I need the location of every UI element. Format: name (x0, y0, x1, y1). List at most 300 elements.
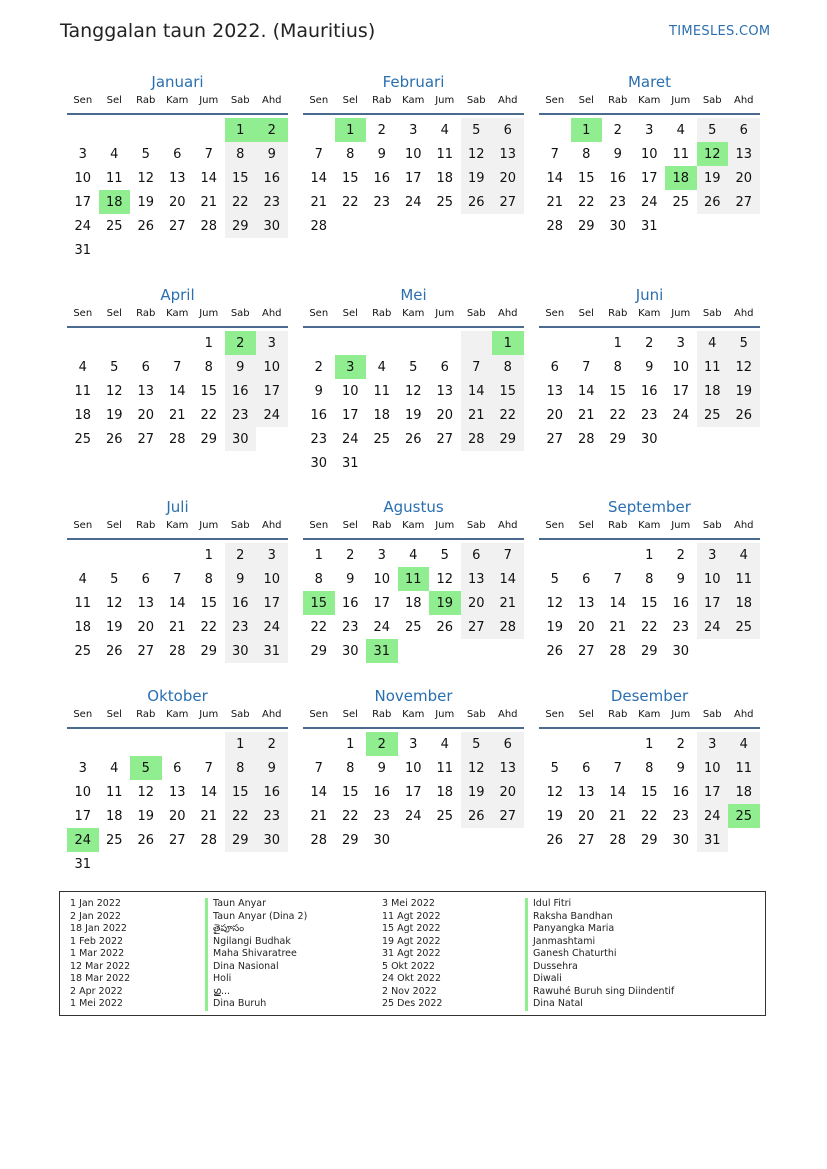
day-cell: 6 (141, 359, 150, 375)
weekday-label: Rab (136, 709, 156, 720)
legend-holiday-name: తైపూసం (205, 923, 307, 936)
day-cell: 13 (577, 784, 595, 800)
day-cell: 22 (310, 619, 328, 635)
day-cell: 16 (256, 166, 288, 190)
weekday-label: Sel (578, 520, 594, 531)
day-cell: 12 (105, 383, 123, 399)
empty-cell (539, 331, 571, 355)
day-cell: 19 (728, 379, 760, 403)
day-cell: 28 (461, 427, 493, 451)
weekday-header (539, 94, 760, 115)
legend-holiday-name: Dussehra (525, 961, 674, 974)
day-cell: 8 (645, 760, 654, 776)
day-cell: 3 (697, 732, 729, 756)
day-cell: 29 (640, 643, 658, 659)
day-cell: 17 (697, 780, 729, 804)
day-cell: 9 (256, 142, 288, 166)
weekday-label: Sel (578, 709, 594, 720)
day-cell: 22 (609, 407, 627, 423)
holiday-day: 11 (398, 567, 430, 591)
day-cell: 5 (141, 146, 150, 162)
weekday-label: Sen (309, 520, 329, 531)
weekday-label: Rab (136, 308, 156, 319)
day-cell: 12 (546, 595, 564, 611)
day-cell: 26 (105, 643, 123, 659)
day-cell: 9 (377, 760, 386, 776)
day-cell: 14 (310, 170, 328, 186)
day-cell: 20 (492, 166, 524, 190)
day-cell: 19 (461, 780, 493, 804)
legend-date: 25 Des 2022 (382, 998, 443, 1009)
empty-cell (67, 118, 99, 142)
weekday-header (67, 519, 288, 540)
day-cell: 20 (577, 619, 595, 635)
day-cell: 25 (74, 643, 92, 659)
day-cell: 29 (225, 828, 257, 852)
empty-cell (571, 732, 603, 756)
day-cell: 21 (492, 591, 524, 615)
empty-cell (162, 118, 194, 142)
day-cell: 10 (74, 170, 92, 186)
holiday-day: 18 (665, 166, 697, 190)
weekday-label: Sen (309, 95, 329, 106)
month-april (67, 285, 288, 451)
day-cell: 6 (728, 118, 760, 142)
day-cell: 29 (310, 643, 328, 659)
day-cell: 11 (105, 784, 123, 800)
day-cell: 2 (676, 736, 685, 752)
weekday-label: Jum (435, 308, 455, 319)
day-cell: 15 (225, 166, 257, 190)
weekday-label: Ahd (261, 95, 282, 106)
day-cell: 17 (404, 170, 422, 186)
day-cell: 12 (404, 383, 422, 399)
weekday-header (303, 708, 524, 729)
weekday-label: Sen (309, 308, 329, 319)
weekday-label: Sen (73, 709, 93, 720)
day-cell: 10 (672, 359, 690, 375)
day-cell: 7 (461, 355, 493, 379)
weekday-label: Rab (372, 709, 392, 720)
day-cell: 9 (346, 571, 355, 587)
holiday-day: 3 (335, 355, 367, 379)
day-cell: 3 (697, 543, 729, 567)
day-cell: 28 (609, 643, 627, 659)
legend-holiday-name: ഗു... (205, 986, 307, 999)
day-cell: 28 (609, 832, 627, 848)
day-cell: 25 (436, 808, 454, 824)
day-cell: 3 (78, 760, 87, 776)
day-cell: 12 (137, 170, 155, 186)
legend-date: 18 Mar 2022 (70, 973, 131, 984)
weekday-label: Ahd (497, 95, 518, 106)
month-name: Oktober (147, 687, 208, 705)
day-cell: 28 (492, 615, 524, 639)
day-cell: 20 (137, 619, 155, 635)
legend-date: 3 Mei 2022 (382, 898, 435, 909)
month-name: September (608, 498, 691, 516)
legend-date: 1 Mei 2022 (70, 998, 123, 1009)
day-cell: 22 (640, 808, 658, 824)
day-cell: 10 (256, 355, 288, 379)
weekday-label: Rab (136, 520, 156, 531)
weekday-label: Rab (608, 308, 628, 319)
empty-cell (99, 118, 131, 142)
day-cell: 1 (645, 736, 654, 752)
empty-cell (130, 331, 162, 355)
day-cell: 6 (440, 359, 449, 375)
weekday-label: Jum (435, 520, 455, 531)
day-cell: 9 (225, 355, 257, 379)
weekday-header (303, 307, 524, 328)
day-cell: 1 (645, 547, 654, 563)
holiday-day: 1 (225, 118, 257, 142)
day-cell: 26 (461, 190, 493, 214)
day-cell: 27 (577, 832, 595, 848)
day-cell: 29 (200, 643, 218, 659)
weekday-label: Sab (466, 709, 486, 720)
weekday-label: Rab (608, 95, 628, 106)
day-cell: 23 (373, 808, 391, 824)
day-cell: 20 (168, 808, 186, 824)
weekday-label: Jum (199, 520, 219, 531)
day-cell: 20 (137, 407, 155, 423)
month-name: Juni (635, 286, 664, 304)
day-grid (303, 331, 524, 475)
legend-holiday-name: Dina Buruh (205, 998, 307, 1011)
day-cell: 14 (492, 567, 524, 591)
day-cell: 15 (609, 383, 627, 399)
empty-cell (99, 543, 131, 567)
day-cell: 8 (204, 359, 213, 375)
weekday-label: Sen (545, 520, 565, 531)
empty-cell (303, 118, 335, 142)
weekday-label: Sen (545, 709, 565, 720)
empty-cell (130, 118, 162, 142)
empty-cell (366, 331, 398, 355)
day-cell: 5 (550, 571, 559, 587)
day-cell: 15 (200, 383, 218, 399)
day-cell: 9 (377, 146, 386, 162)
day-cell: 19 (697, 166, 729, 190)
weekday-label: Jum (435, 709, 455, 720)
day-cell: 19 (105, 407, 123, 423)
empty-cell (539, 543, 571, 567)
day-cell: 8 (645, 571, 654, 587)
month-mei (303, 285, 524, 475)
day-cell: 3 (78, 146, 87, 162)
day-cell: 16 (225, 379, 257, 403)
day-cell: 27 (492, 804, 524, 828)
day-cell: 16 (256, 780, 288, 804)
empty-cell (461, 331, 493, 355)
day-cell: 12 (546, 784, 564, 800)
day-cell: 10 (404, 146, 422, 162)
legend-date: 15 Agt 2022 (382, 923, 441, 934)
day-cell: 20 (461, 591, 493, 615)
weekday-label: Rab (136, 95, 156, 106)
legend-holiday-name: Ganesh Chaturthi (525, 948, 674, 961)
empty-cell (99, 732, 131, 756)
weekday-label: Sab (466, 95, 486, 106)
legend-holiday-name: Rawuhé Buruh sing Diindentif (525, 986, 674, 999)
day-cell: 22 (492, 403, 524, 427)
day-grid (303, 732, 524, 852)
holiday-day: 1 (571, 118, 603, 142)
day-cell: 5 (697, 118, 729, 142)
day-cell: 30 (672, 643, 690, 659)
day-cell: 7 (314, 760, 323, 776)
month-name: Maret (627, 73, 672, 91)
day-cell: 7 (204, 146, 213, 162)
day-cell: 11 (74, 383, 92, 399)
empty-cell (398, 331, 430, 355)
day-cell: 22 (225, 804, 257, 828)
weekday-label: Sab (466, 308, 486, 319)
day-cell: 18 (728, 780, 760, 804)
weekday-label: Jum (671, 308, 691, 319)
weekday-label: Kam (166, 709, 189, 720)
empty-cell (429, 331, 461, 355)
day-cell: 25 (74, 431, 92, 447)
legend-dates-col-2 (382, 898, 442, 1011)
month-name: Desember (610, 687, 689, 705)
day-cell: 13 (492, 756, 524, 780)
weekday-label: Jum (671, 520, 691, 531)
page-title: Tanggalan taun 2022. (Mauritius) (60, 20, 376, 42)
day-cell: 27 (492, 190, 524, 214)
day-cell: 4 (728, 543, 760, 567)
day-grid (67, 732, 288, 876)
holiday-day: 24 (67, 828, 99, 852)
holiday-day: 1 (492, 331, 524, 355)
weekday-label: Jum (435, 95, 455, 106)
day-cell: 12 (436, 571, 454, 587)
day-cell: 23 (225, 615, 257, 639)
weekday-label: Sab (702, 709, 722, 720)
brand-link[interactable]: TIMESLES.COM (669, 24, 771, 39)
day-cell: 26 (137, 218, 155, 234)
weekday-header (539, 519, 760, 540)
empty-cell (193, 732, 225, 756)
day-cell: 21 (577, 407, 595, 423)
day-cell: 28 (310, 218, 328, 234)
day-cell: 2 (613, 122, 622, 138)
day-cell: 15 (492, 379, 524, 403)
day-cell: 5 (409, 359, 418, 375)
month-name: Agustus (383, 498, 444, 516)
day-cell: 6 (461, 543, 493, 567)
empty-cell (162, 331, 194, 355)
day-cell: 10 (373, 571, 391, 587)
day-cell: 15 (341, 784, 359, 800)
day-cell: 7 (492, 543, 524, 567)
day-cell: 14 (609, 784, 627, 800)
day-cell: 30 (225, 639, 257, 663)
weekday-label: Ahd (497, 520, 518, 531)
empty-cell (303, 732, 335, 756)
day-cell: 21 (200, 808, 218, 824)
empty-cell (162, 543, 194, 567)
day-cell: 14 (168, 595, 186, 611)
legend-date: 11 Agt 2022 (382, 910, 441, 922)
legend-holiday-name: Diwali (525, 973, 674, 986)
day-cell: 17 (256, 379, 288, 403)
day-cell: 29 (577, 218, 595, 234)
day-cell: 17 (256, 591, 288, 615)
empty-cell (335, 331, 367, 355)
day-cell: 9 (676, 571, 685, 587)
day-cell: 30 (672, 832, 690, 848)
legend-holiday-name: Ngilangi Budhak (205, 936, 307, 949)
day-cell: 24 (697, 804, 729, 828)
empty-cell (67, 331, 99, 355)
month-name: Juli (166, 498, 189, 516)
day-cell: 31 (74, 242, 92, 258)
day-cell: 24 (373, 619, 391, 635)
day-cell: 24 (256, 615, 288, 639)
day-cell: 8 (492, 355, 524, 379)
day-cell: 25 (728, 615, 760, 639)
day-cell: 22 (200, 407, 218, 423)
day-cell: 3 (676, 335, 685, 351)
day-cell: 30 (310, 455, 328, 471)
day-cell: 31 (341, 455, 359, 471)
day-cell: 4 (728, 732, 760, 756)
weekday-label: Rab (608, 709, 628, 720)
weekday-label: Ahd (497, 709, 518, 720)
day-cell: 14 (310, 784, 328, 800)
weekday-label: Jum (199, 95, 219, 106)
day-grid (539, 732, 760, 852)
holiday-day: 18 (99, 190, 131, 214)
day-cell: 23 (256, 190, 288, 214)
day-cell: 4 (78, 359, 87, 375)
weekday-label: Sab (230, 308, 250, 319)
day-cell: 18 (728, 591, 760, 615)
day-cell: 10 (697, 756, 729, 780)
day-cell: 28 (577, 431, 595, 447)
day-cell: 16 (672, 784, 690, 800)
day-cell: 23 (225, 403, 257, 427)
day-cell: 10 (640, 146, 658, 162)
day-cell: 25 (105, 218, 123, 234)
day-cell: 7 (314, 146, 323, 162)
day-cell: 28 (310, 832, 328, 848)
day-cell: 31 (256, 639, 288, 663)
day-cell: 25 (105, 832, 123, 848)
weekday-label: Sel (106, 520, 122, 531)
weekday-label: Ahd (733, 308, 754, 319)
day-cell: 3 (256, 543, 288, 567)
day-cell: 12 (728, 355, 760, 379)
day-cell: 26 (105, 431, 123, 447)
weekday-label: Ahd (261, 308, 282, 319)
day-cell: 26 (137, 832, 155, 848)
day-cell: 15 (200, 595, 218, 611)
day-cell: 21 (168, 619, 186, 635)
day-cell: 11 (436, 146, 454, 162)
day-cell: 29 (640, 832, 658, 848)
day-cell: 23 (373, 194, 391, 210)
day-cell: 7 (173, 571, 182, 587)
day-cell: 5 (461, 732, 493, 756)
empty-cell (602, 732, 634, 756)
day-cell: 24 (404, 194, 422, 210)
legend-dates-col-1 (70, 898, 130, 1011)
weekday-header (67, 94, 288, 115)
day-cell: 14 (200, 784, 218, 800)
weekday-label: Kam (166, 308, 189, 319)
weekday-label: Jum (671, 95, 691, 106)
day-cell: 18 (436, 170, 454, 186)
weekday-label: Kam (402, 308, 425, 319)
month-name: November (374, 687, 453, 705)
day-cell: 8 (204, 571, 213, 587)
day-cell: 28 (168, 431, 186, 447)
legend-holiday-name: Taun Anyar (Dina 2) (205, 911, 307, 924)
day-cell: 4 (409, 547, 418, 563)
day-cell: 9 (314, 383, 323, 399)
empty-cell (193, 118, 225, 142)
day-cell: 5 (550, 760, 559, 776)
legend-date: 12 Mar 2022 (70, 960, 131, 972)
month-november (303, 686, 524, 852)
day-cell: 12 (137, 784, 155, 800)
day-cell: 4 (697, 331, 729, 355)
day-cell: 5 (461, 118, 493, 142)
day-cell: 19 (105, 619, 123, 635)
day-cell: 16 (310, 407, 328, 423)
weekday-label: Kam (166, 520, 189, 531)
day-cell: 27 (577, 643, 595, 659)
empty-cell (67, 732, 99, 756)
empty-cell (303, 331, 335, 355)
day-cell: 7 (173, 359, 182, 375)
day-cell: 24 (697, 615, 729, 639)
day-cell: 31 (640, 218, 658, 234)
day-cell: 10 (697, 567, 729, 591)
day-cell: 7 (204, 760, 213, 776)
day-cell: 8 (346, 146, 355, 162)
weekday-label: Kam (402, 520, 425, 531)
day-cell: 10 (341, 383, 359, 399)
day-cell: 22 (577, 194, 595, 210)
month-name: Januari (151, 73, 204, 91)
day-grid (539, 118, 760, 238)
day-cell: 30 (225, 427, 257, 451)
day-cell: 19 (137, 808, 155, 824)
day-cell: 18 (74, 407, 92, 423)
day-cell: 1 (314, 547, 323, 563)
weekday-label: Sel (578, 95, 594, 106)
day-cell: 19 (546, 808, 564, 824)
day-cell: 11 (436, 760, 454, 776)
day-cell: 31 (697, 828, 729, 852)
day-cell: 26 (436, 619, 454, 635)
holiday-day: 15 (303, 591, 335, 615)
day-cell: 27 (137, 431, 155, 447)
day-cell: 14 (168, 383, 186, 399)
day-cell: 21 (546, 194, 564, 210)
legend-holiday-name: Holi (205, 973, 307, 986)
day-cell: 9 (676, 760, 685, 776)
day-cell: 3 (409, 736, 418, 752)
day-cell: 1 (346, 736, 355, 752)
day-cell: 13 (168, 784, 186, 800)
day-cell: 24 (640, 194, 658, 210)
day-cell: 18 (436, 784, 454, 800)
